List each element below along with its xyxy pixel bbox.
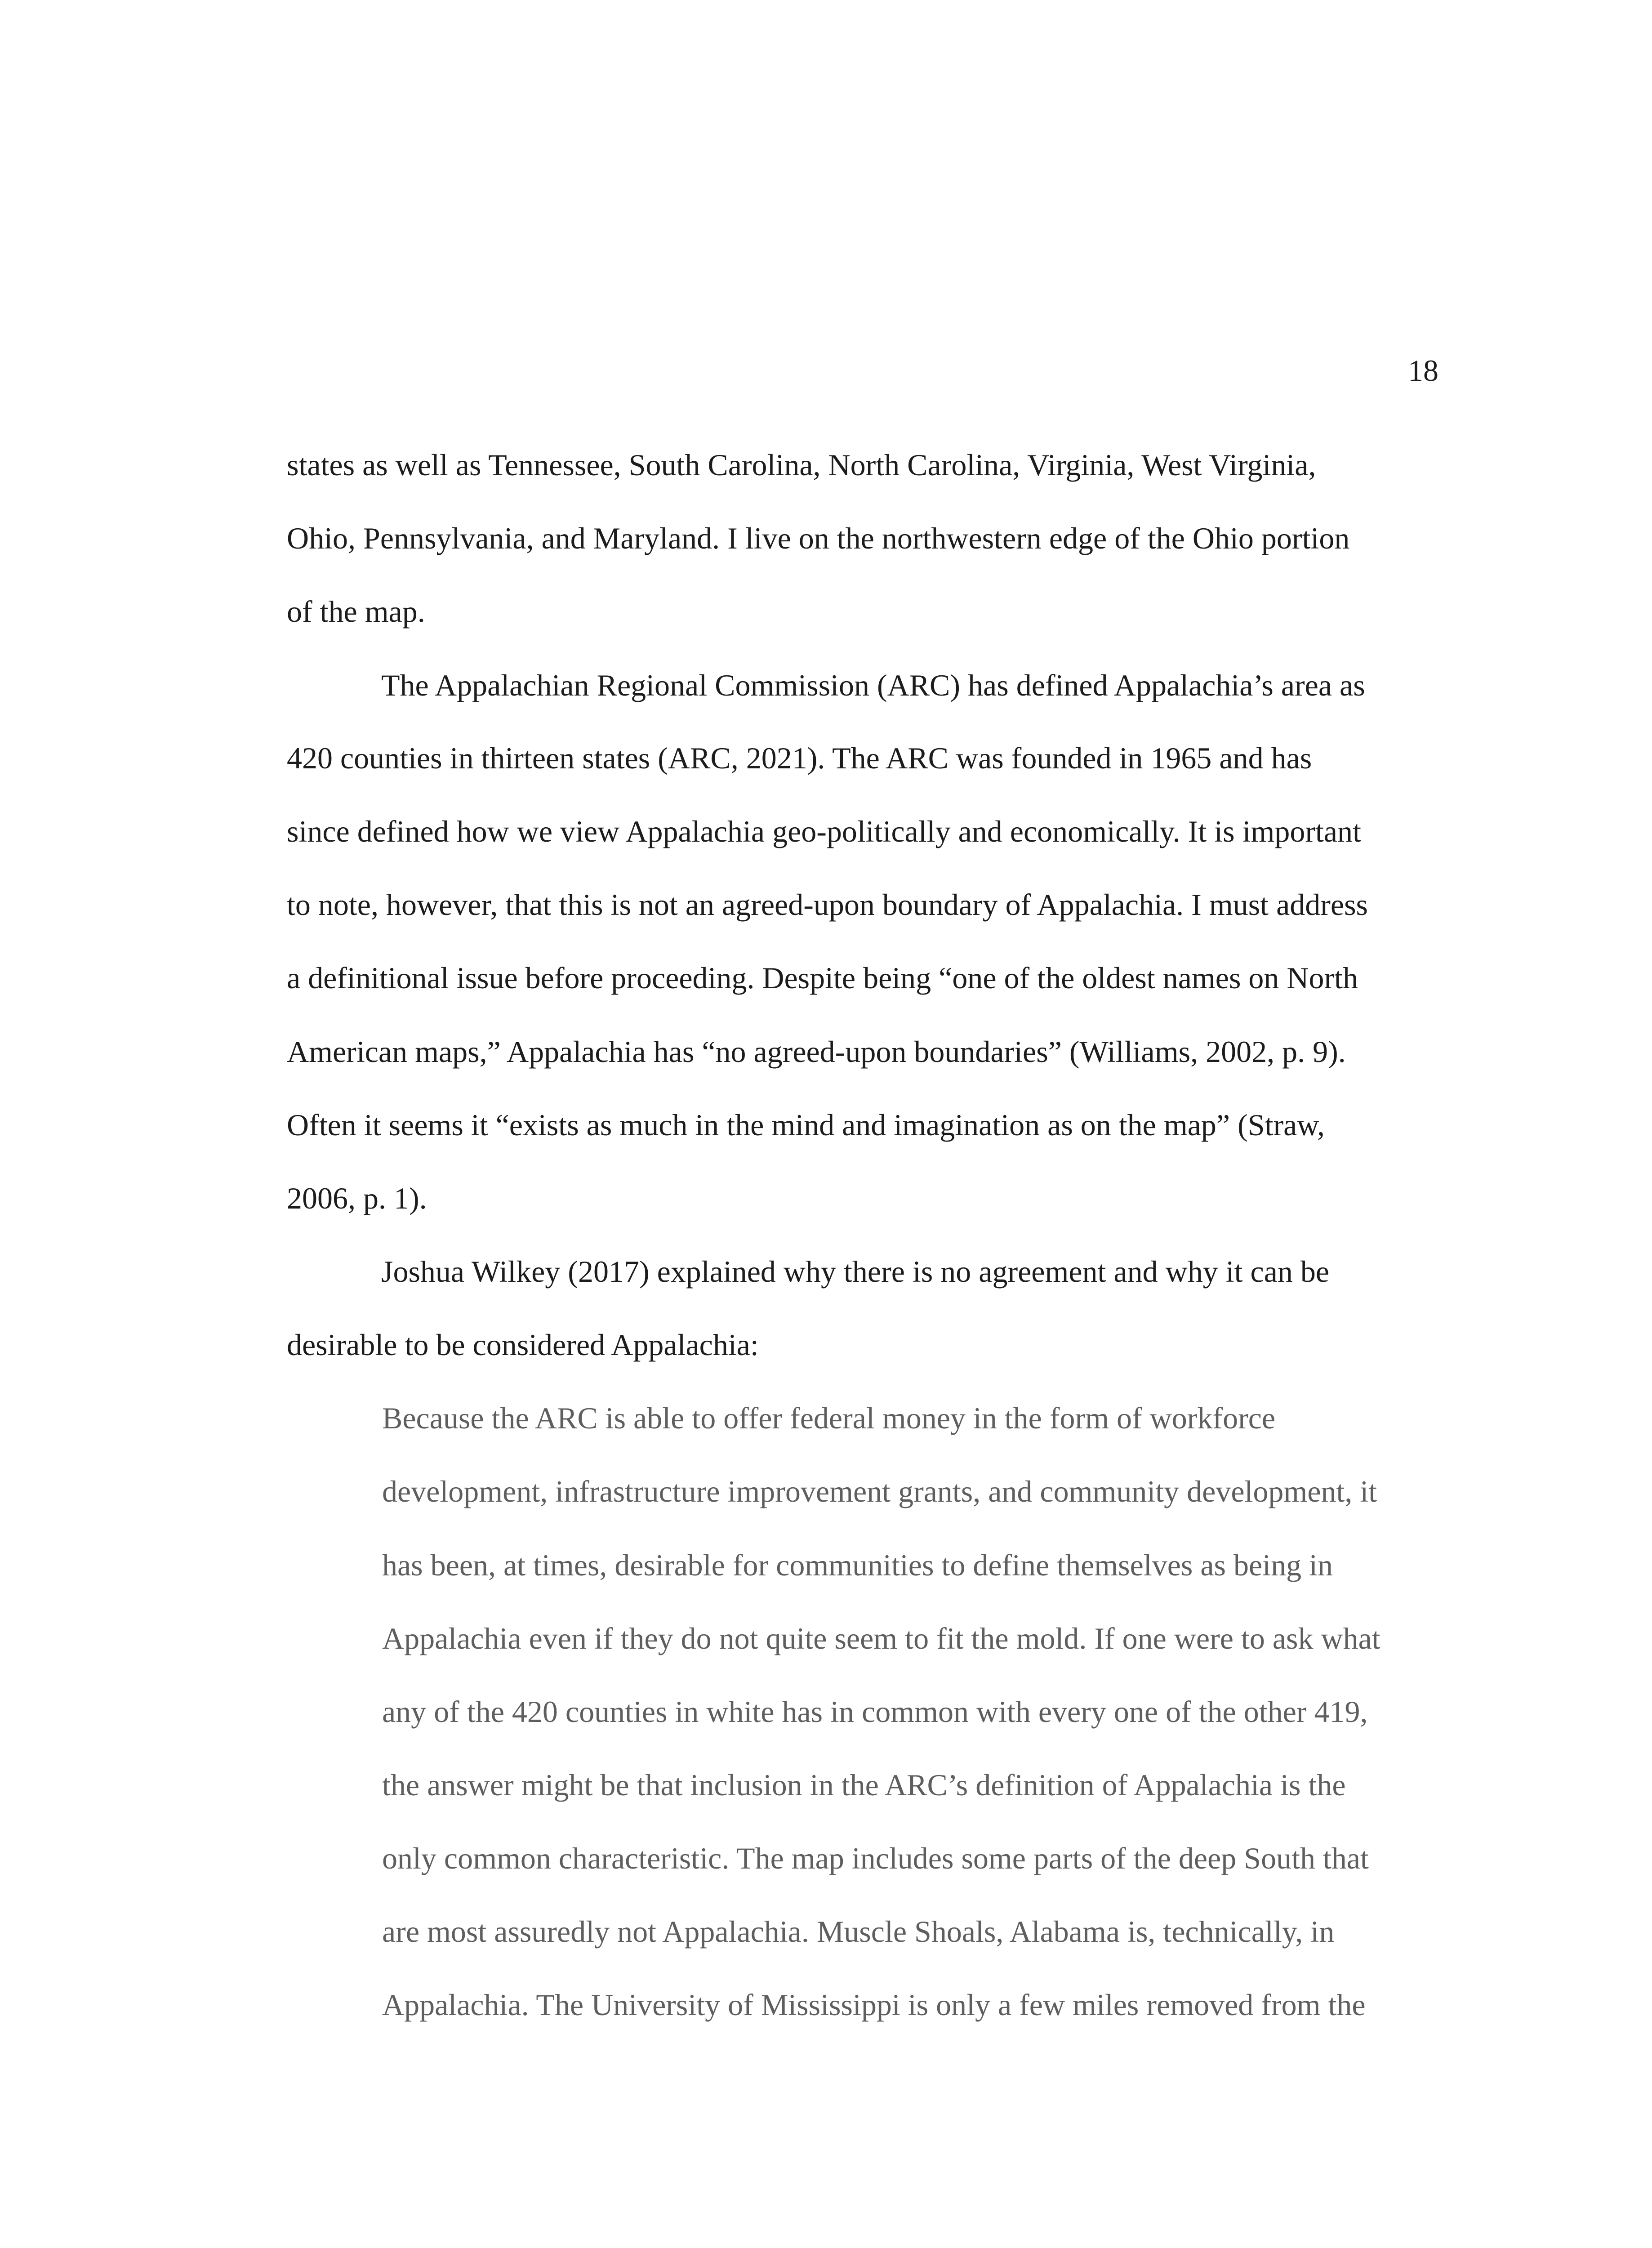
body-line: 420 counties in thirteen states (ARC, 2021). The ARC was founded in 1965 and has <box>287 741 1312 775</box>
quote-line: has been, at times, desirable for communities to define themselves as being in <box>382 1548 1333 1582</box>
quote-line: Appalachia even if they do not quite seem to fit the mold. If one were to ask what <box>382 1621 1380 1655</box>
paragraph-first-line: The Appalachian Regional Commission (ARC) has defined Appalachia’s area as <box>381 668 1365 702</box>
body-line: Ohio, Pennsylvania, and Maryland. I live on the northwestern edge of the Ohio portion <box>287 521 1350 555</box>
quote-line: the answer might be that inclusion in the ARC’s definition of Appalachia is the <box>382 1768 1346 1802</box>
body-line: since defined how we view Appalachia geo-politically and economically. It is important <box>287 814 1361 848</box>
body-line: a definitional issue before proceeding. Despite being “one of the oldest names on North <box>287 961 1358 995</box>
body-line: American maps,” Appalachia has “no agreed-upon boundaries” (Williams, 2002, p. 9). <box>287 1035 1346 1069</box>
body-line: 2006, p. 1). <box>287 1181 427 1215</box>
body-line: to note, however, that this is not an agreed-upon boundary of Appalachia. I must address <box>287 888 1368 922</box>
quote-line: are most assuredly not Appalachia. Muscle Shoals, Alabama is, technically, in <box>382 1914 1335 1949</box>
body-line: states as well as Tennessee, South Carolina, North Carolina, Virginia, West Virginia, <box>287 448 1316 482</box>
quote-line: Appalachia. The University of Mississippi is only a few miles removed from the <box>382 1988 1366 2022</box>
page-number: 18 <box>1408 353 1438 388</box>
quote-line: only common characteristic. The map includes some parts of the deep South that <box>382 1841 1369 1875</box>
quote-line: Because the ARC is able to offer federal money in the form of workforce <box>382 1401 1276 1435</box>
body-line: Often it seems it “exists as much in the mind and imagination as on the map” (Straw, <box>287 1108 1325 1142</box>
body-line: desirable to be considered Appalachia: <box>287 1328 759 1362</box>
quote-line: any of the 420 counties in white has in common with every one of the other 419, <box>382 1695 1368 1729</box>
body-line: of the map. <box>287 594 425 629</box>
paragraph-first-line: Joshua Wilkey (2017) explained why there is no agreement and why it can be <box>381 1254 1330 1289</box>
quote-line: development, infrastructure improvement grants, and community development, it <box>382 1474 1377 1508</box>
